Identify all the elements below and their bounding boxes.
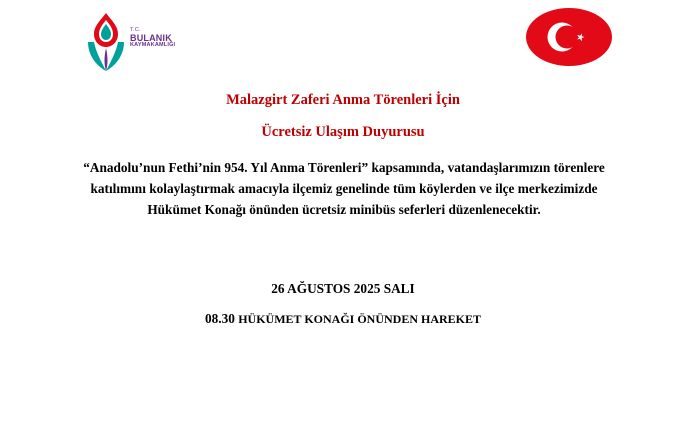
event-date: 26 AĞUSTOS 2025 SALI xyxy=(271,281,415,296)
logo-sub-text: KAYMAKAMLIĞI xyxy=(130,42,176,49)
departure-info xyxy=(0,311,686,327)
logo-top-text: T.C. xyxy=(130,27,141,33)
institution-logo xyxy=(84,12,204,74)
headline-primary: Malazgirt Zaferi Anma Törenleri İçin xyxy=(226,92,460,108)
departure-time: 08.30 xyxy=(204,311,239,326)
announcement-body: “Anadolu’nun Fethi’nin 954. Yıl Anma Törenleri” kapsamında, vatandaşlarımızın törenlere katılımını kolaylaştırmak amacıyla ilçemiz genelinde tüm köylerden ve ilçe merkezimizde Hükümet Konağı önünden ücretsiz minibüs seferleri düzenlenecektir. xyxy=(83,160,605,217)
flame-tulip-emblem-icon xyxy=(84,12,128,72)
turkish-flag-icon xyxy=(526,8,612,66)
logo-wordmark xyxy=(130,28,204,49)
logo-main-text: BULANIK xyxy=(130,32,172,43)
headline-secondary: Ücretsiz Ulaşım Duyurusu xyxy=(261,124,425,140)
departure-location: HÜKÜMET KONAĞI ÖNÜNDEN HAREKET xyxy=(238,312,482,326)
